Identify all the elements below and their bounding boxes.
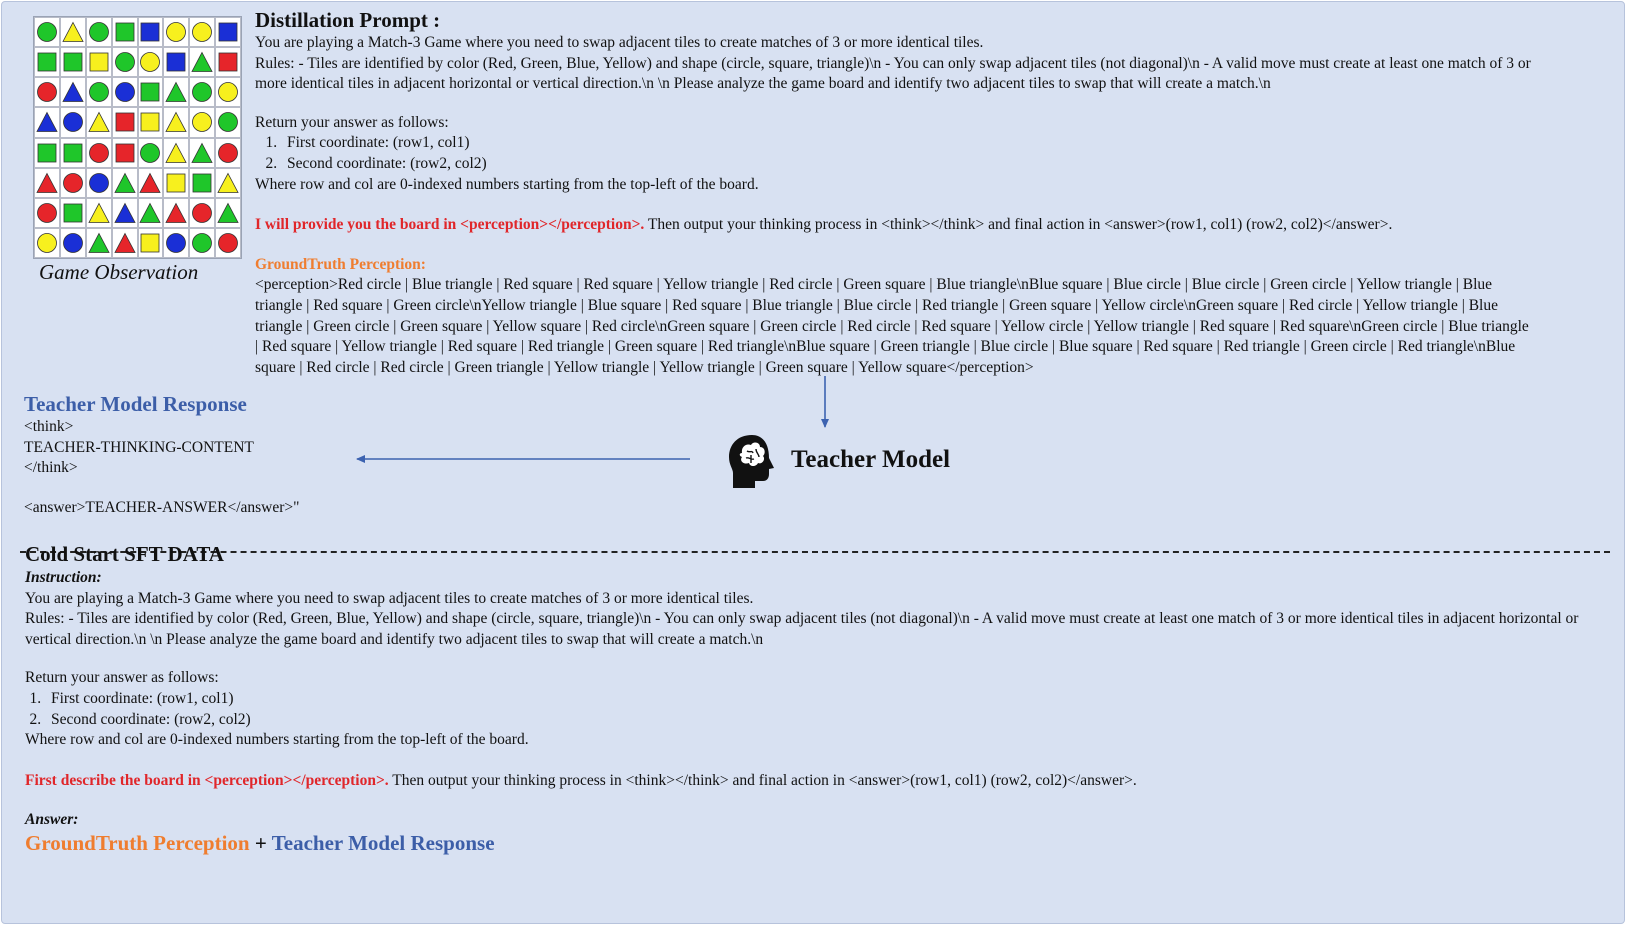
distillation-where-line: Where row and col are 0-indexed numbers starting from the top-left of the board. (255, 175, 759, 193)
answer-composition (25, 831, 1610, 856)
cold-start-highlight-rest: Then output your thinking process in <think></think> and final action in <answer>(row1, col1) (row2, col2)</answer>. (388, 771, 1137, 789)
distillation-return-label: Return your answer as follows: (255, 113, 449, 131)
cold-start-rules: Rules: - Tiles are identified by color (Red, Green, Blue, Yellow) and shape (circle, square, triangle)\n - You can only swap adjacent tiles (not diagonal)\n - A valid move must create at least one match of 3 or more identical tiles in adjacent horizontal or vertical direction.\n \n Please analyze the game board and identify two adjacent tiles to swap that will create a match.\n (25, 610, 1579, 648)
cold-start-coordinate-list (25, 689, 1610, 730)
teacher-response-block (24, 392, 384, 518)
teacher-response-title: Teacher Model Response (24, 392, 247, 416)
game-observation-caption: Game Observation (39, 260, 199, 284)
answer-teacher-part: Teacher Model Response (271, 830, 495, 855)
cold-start-title: Cold Start SFT DATA (25, 542, 224, 566)
groundtruth-perception-text: <perception>Red circle | Blue triangle | Red square | Red square | Yellow triangle | Red circle | Green square | Blue triangle\nBlue square | Blue circle | Blue circle | Green circle | Yellow triangle | Blue triangle | Red square | Green circle\nYellow triangle | Blue square | Red square | Blue triangle | Blue circle | Red triangle | Green square | Yellow circle\nGreen square | Red circle | Yellow triangle | Blue triangle | Green circle | Green square | Yellow square | Red circle\nGreen square | Green circle | Red circle | Red square | Yellow circle | Yellow triangle | Red square | Red square\nGreen circle | Blue triangle | Red square | Yellow triangle | Red square | Red triangle | Green square | Red triangle\nBlue square | Green triangle | Blue circle | Blue square | Red square | Red triangle | Green circle | Red triangle\nBlue square | Red circle | Red circle | Green triangle | Yellow triangle | Yellow triangle | Green square | Yellow square</perception> (255, 276, 1529, 376)
think-open-tag: <think> (24, 418, 74, 435)
figure-panel (1, 1, 1625, 924)
cold-start-intro: You are playing a Match-3 Game where you need to swap adjacent tiles to create matches of 3 or more identical tiles. (25, 589, 754, 607)
distillation-coord2: 2. Second coordinate: (row2, col2) (281, 154, 1610, 175)
distillation-rules: Rules: - Tiles are identified by color (Red, Green, Blue, Yellow) and shape (circle, square, triangle)\n - You can only swap adjacent tiles (not diagonal)\n - A valid move must create at least one match of 3 or more identical tiles in adjacent horizontal or vertical direction.\n \n Please analyze the game board and identify two adjacent tiles to swap that will create a match.\n (255, 54, 1531, 93)
cold-start-return-label: Return your answer as follows: (25, 669, 219, 687)
cold-start-highlight: First describe the board in <perception></perception>. (25, 771, 389, 789)
cold-start-where-line: Where row and col are 0-indexed numbers starting from the top-left of the board. (25, 731, 529, 749)
answer-groundtruth-part: GroundTruth Perception (25, 830, 250, 855)
distillation-highlight-rest: Then output your thinking process in <think></think> and final action in <answer>(row1, col1) (row2, col2)</answer>. (644, 216, 1393, 234)
think-close-tag: </think> (24, 459, 78, 477)
cold-start-instruction-line (25, 771, 1610, 792)
distillation-highlight: I will provide you the board in <perception></perception>. (255, 216, 645, 234)
cold-start-coord2: 2. Second coordinate: (row2, col2) (45, 710, 1610, 731)
distillation-intro: You are playing a Match-3 Game where you need to swap adjacent tiles to create matches of 3 or more identical tiles. (255, 34, 984, 51)
cold-start-block (25, 541, 1610, 856)
head-brain-icon (725, 432, 783, 490)
teacher-answer: <answer>TEACHER-ANSWER</answer>" (24, 498, 300, 516)
teacher-thinking-content: TEACHER-THINKING-CONTENT (24, 438, 254, 456)
distillation-coord1: 1. First coordinate: (row1, col1) (281, 133, 1610, 154)
cold-start-coord1: 1. First coordinate: (row1, col1) (45, 689, 1610, 710)
instruction-label: Instruction: (25, 569, 102, 586)
groundtruth-label: GroundTruth Perception: (255, 255, 426, 273)
answer-label: Answer: (25, 811, 79, 829)
distillation-title: Distillation Prompt : (255, 8, 441, 32)
teacher-model-label: Teacher Model (791, 446, 951, 473)
answer-plus: + (249, 830, 272, 855)
